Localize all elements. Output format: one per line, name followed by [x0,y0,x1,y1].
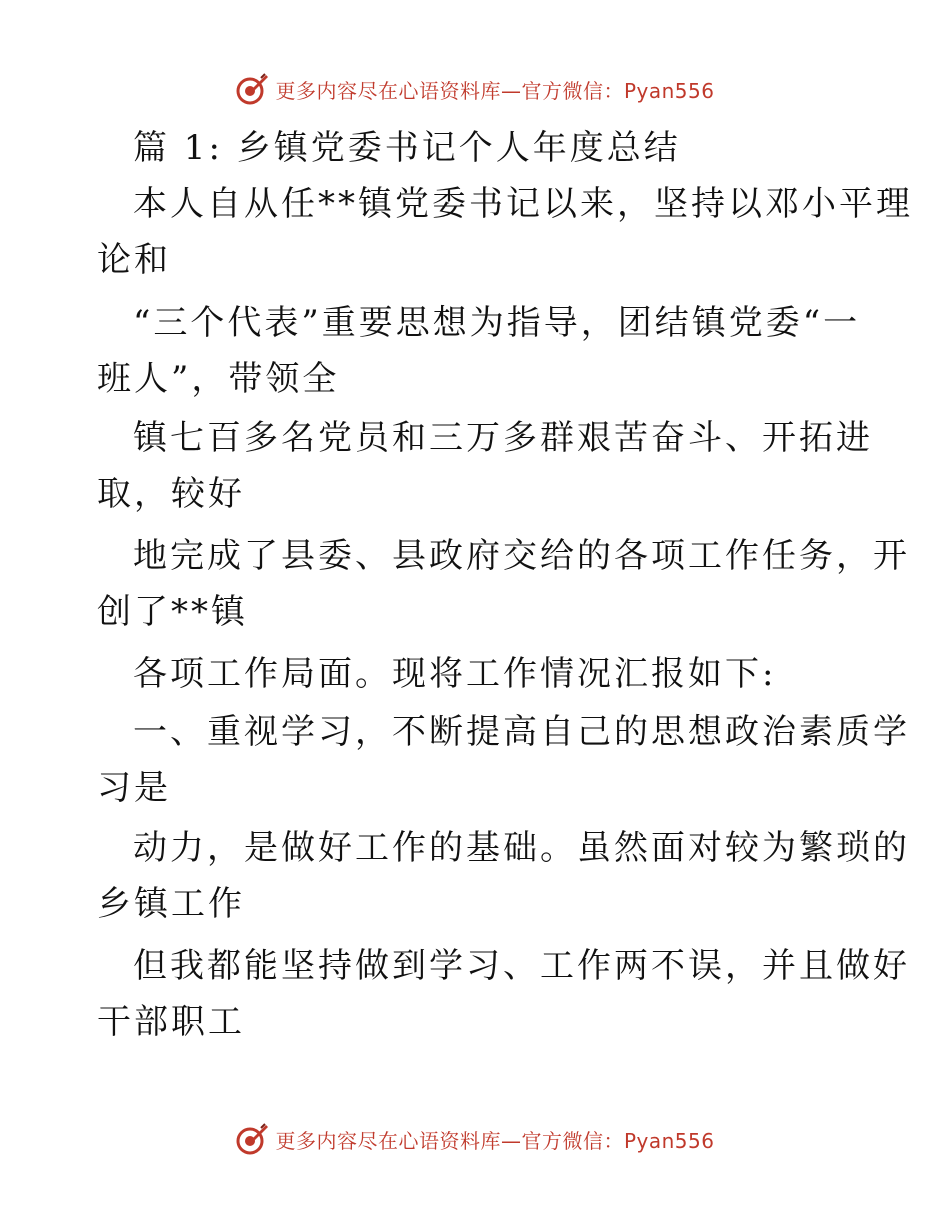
paragraph-line: 班人”，带领全 [97,359,340,399]
footer-watermark-text: 更多内容尽在心语资料库—官方微信：Pyan556 [275,1128,715,1153]
document-title: 篇 1: 乡镇党委书记个人年度总结 [133,128,681,168]
header-watermark [0,72,950,106]
paragraph-line: 本人自从任**镇党委书记以来，坚持以邓小平理 [133,184,913,224]
paragraph-line: 习是 [97,768,171,808]
header-watermark-text: 更多内容尽在心语资料库—官方微信：Pyan556 [275,78,715,103]
paragraph-line: 一、重视学习，不断提高自己的思想政治素质学 [133,712,910,752]
paragraph-line: 乡镇工作 [97,884,245,924]
paragraph-line: 论和 [97,240,171,280]
paragraph-line: 创了**镇 [97,592,248,632]
paragraph-line: 动力，是做好工作的基础。虽然面对较为繁琐的 [133,828,910,868]
paragraph-line: 各项工作局面。现将工作情况汇报如下: [133,654,777,694]
paragraph-line: 镇七百多名党员和三万多群艰苦奋斗、开拓进 [133,418,873,458]
paragraph-line: “三个代表”重要思想为指导，团结镇党委“一 [133,303,861,343]
paragraph-line: 但我都能坚持做到学习、工作两不误，并且做好 [133,946,910,986]
quill-seal-icon [235,72,269,106]
paragraph-line: 干部职工 [97,1002,245,1042]
footer-watermark [0,1122,950,1156]
paragraph-line: 取，较好 [97,474,245,514]
paragraph-line: 地完成了县委、县政府交给的各项工作任务，开 [133,536,910,576]
quill-seal-icon [235,1122,269,1156]
